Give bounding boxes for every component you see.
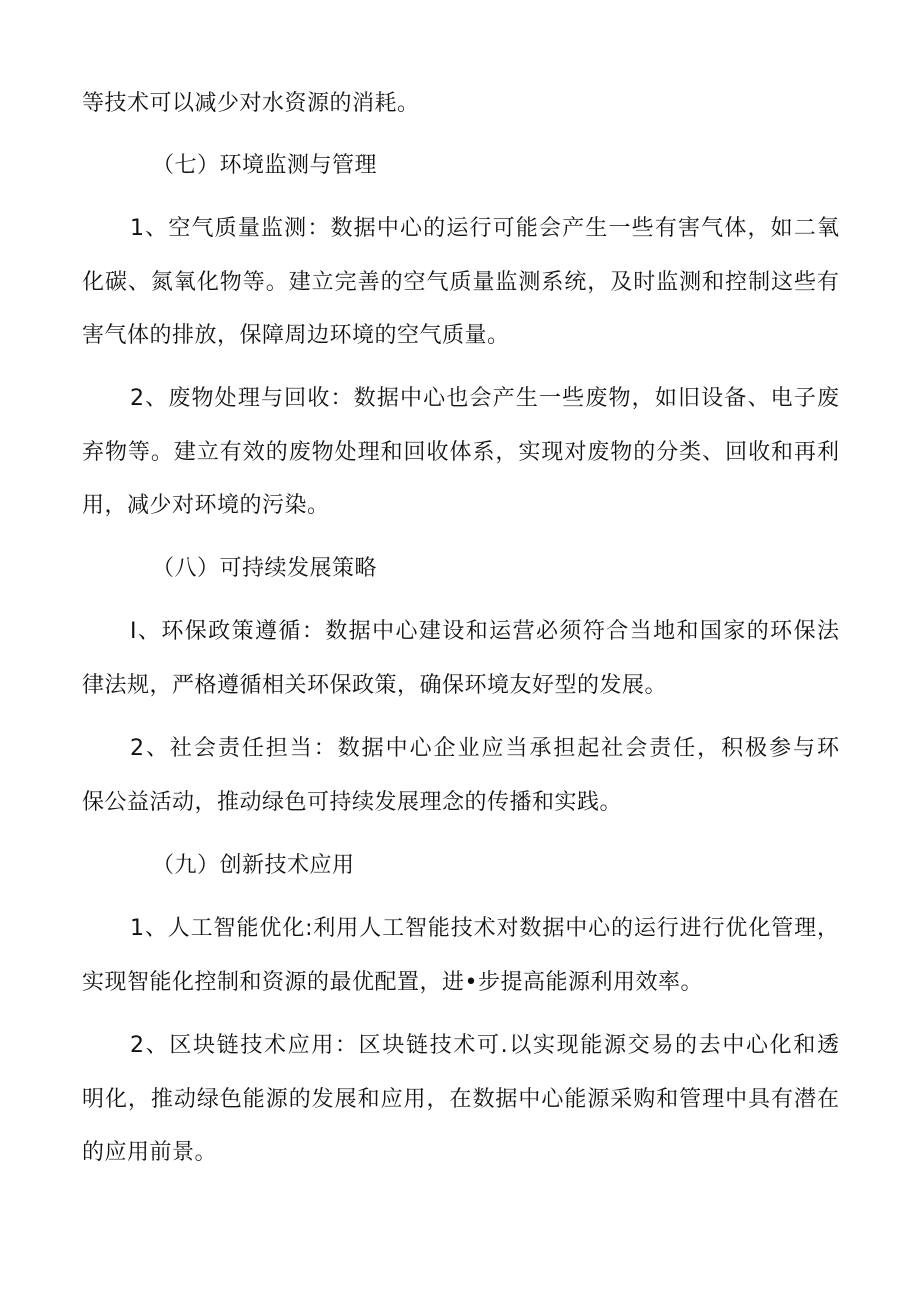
paragraph-policy-line-1: I、环保政策遵循：数据中心建设和运营必须符合当地和国家的环保法 (130, 619, 839, 644)
paragraph-blockchain-line-3: 的应用前景。 (82, 1140, 218, 1165)
section-heading-8: （八）可持续发展策略 (152, 556, 378, 581)
paragraph-social-line-1: 2、社会责任担当：数据中心企业应当承担起社会责任，积极参与环 (130, 736, 839, 761)
paragraph-waste-line-3: 用，减少对环境的污染。 (82, 493, 330, 518)
paragraph-ai-line-2: 实现智能化控制和资源的最优配置，进•步提高能源利用效率。 (82, 970, 703, 995)
paragraph-line: 等技术可以减少对水资源的消耗。 (82, 91, 420, 116)
paragraph-waste-line-2: 弃物等。建立有效的废物处理和回收体系，实现对废物的分类、回收和再利 (82, 440, 839, 465)
paragraph-social-line-2: 保公益活动，推动绿色可持续发展理念的传播和实践。 (82, 790, 623, 815)
paragraph-air-quality-line-3: 害气体的排放，保障周边环境的空气质量。 (82, 323, 510, 348)
section-heading-9: （九）创新技术应用 (152, 853, 355, 878)
paragraph-policy-line-2: 律法规，严格遵循相关环保政策，确保环境友好型的发展。 (82, 673, 668, 698)
paragraph-air-quality-line-2: 化碳、氮氧化物等。建立完善的空气质量监测系统，及时监测和控制这些有 (82, 270, 839, 295)
paragraph-ai-line-1: 1、人工智能优化:利用人工智能技术对数据中心的运行进行优化管理， (130, 916, 839, 941)
section-heading-7: （七）环境监测与管理 (152, 153, 378, 178)
paragraph-waste-line-1: 2、废物处理与回收：数据中心也会产生一些废物，如旧设备、电子废 (130, 386, 839, 411)
paragraph-blockchain-line-2: 明化，推动绿色能源的发展和应用，在数据中心能源采购和管理中具有潜在 (82, 1087, 839, 1112)
paragraph-blockchain-line-1: 2、区块链技术应用：区块链技术可.以实现能源交易的去中心化和透 (130, 1033, 839, 1058)
paragraph-air-quality-line-1: 1、空气质量监测：数据中心的运行可能会产生一些有害气体，如二氧 (130, 216, 839, 241)
